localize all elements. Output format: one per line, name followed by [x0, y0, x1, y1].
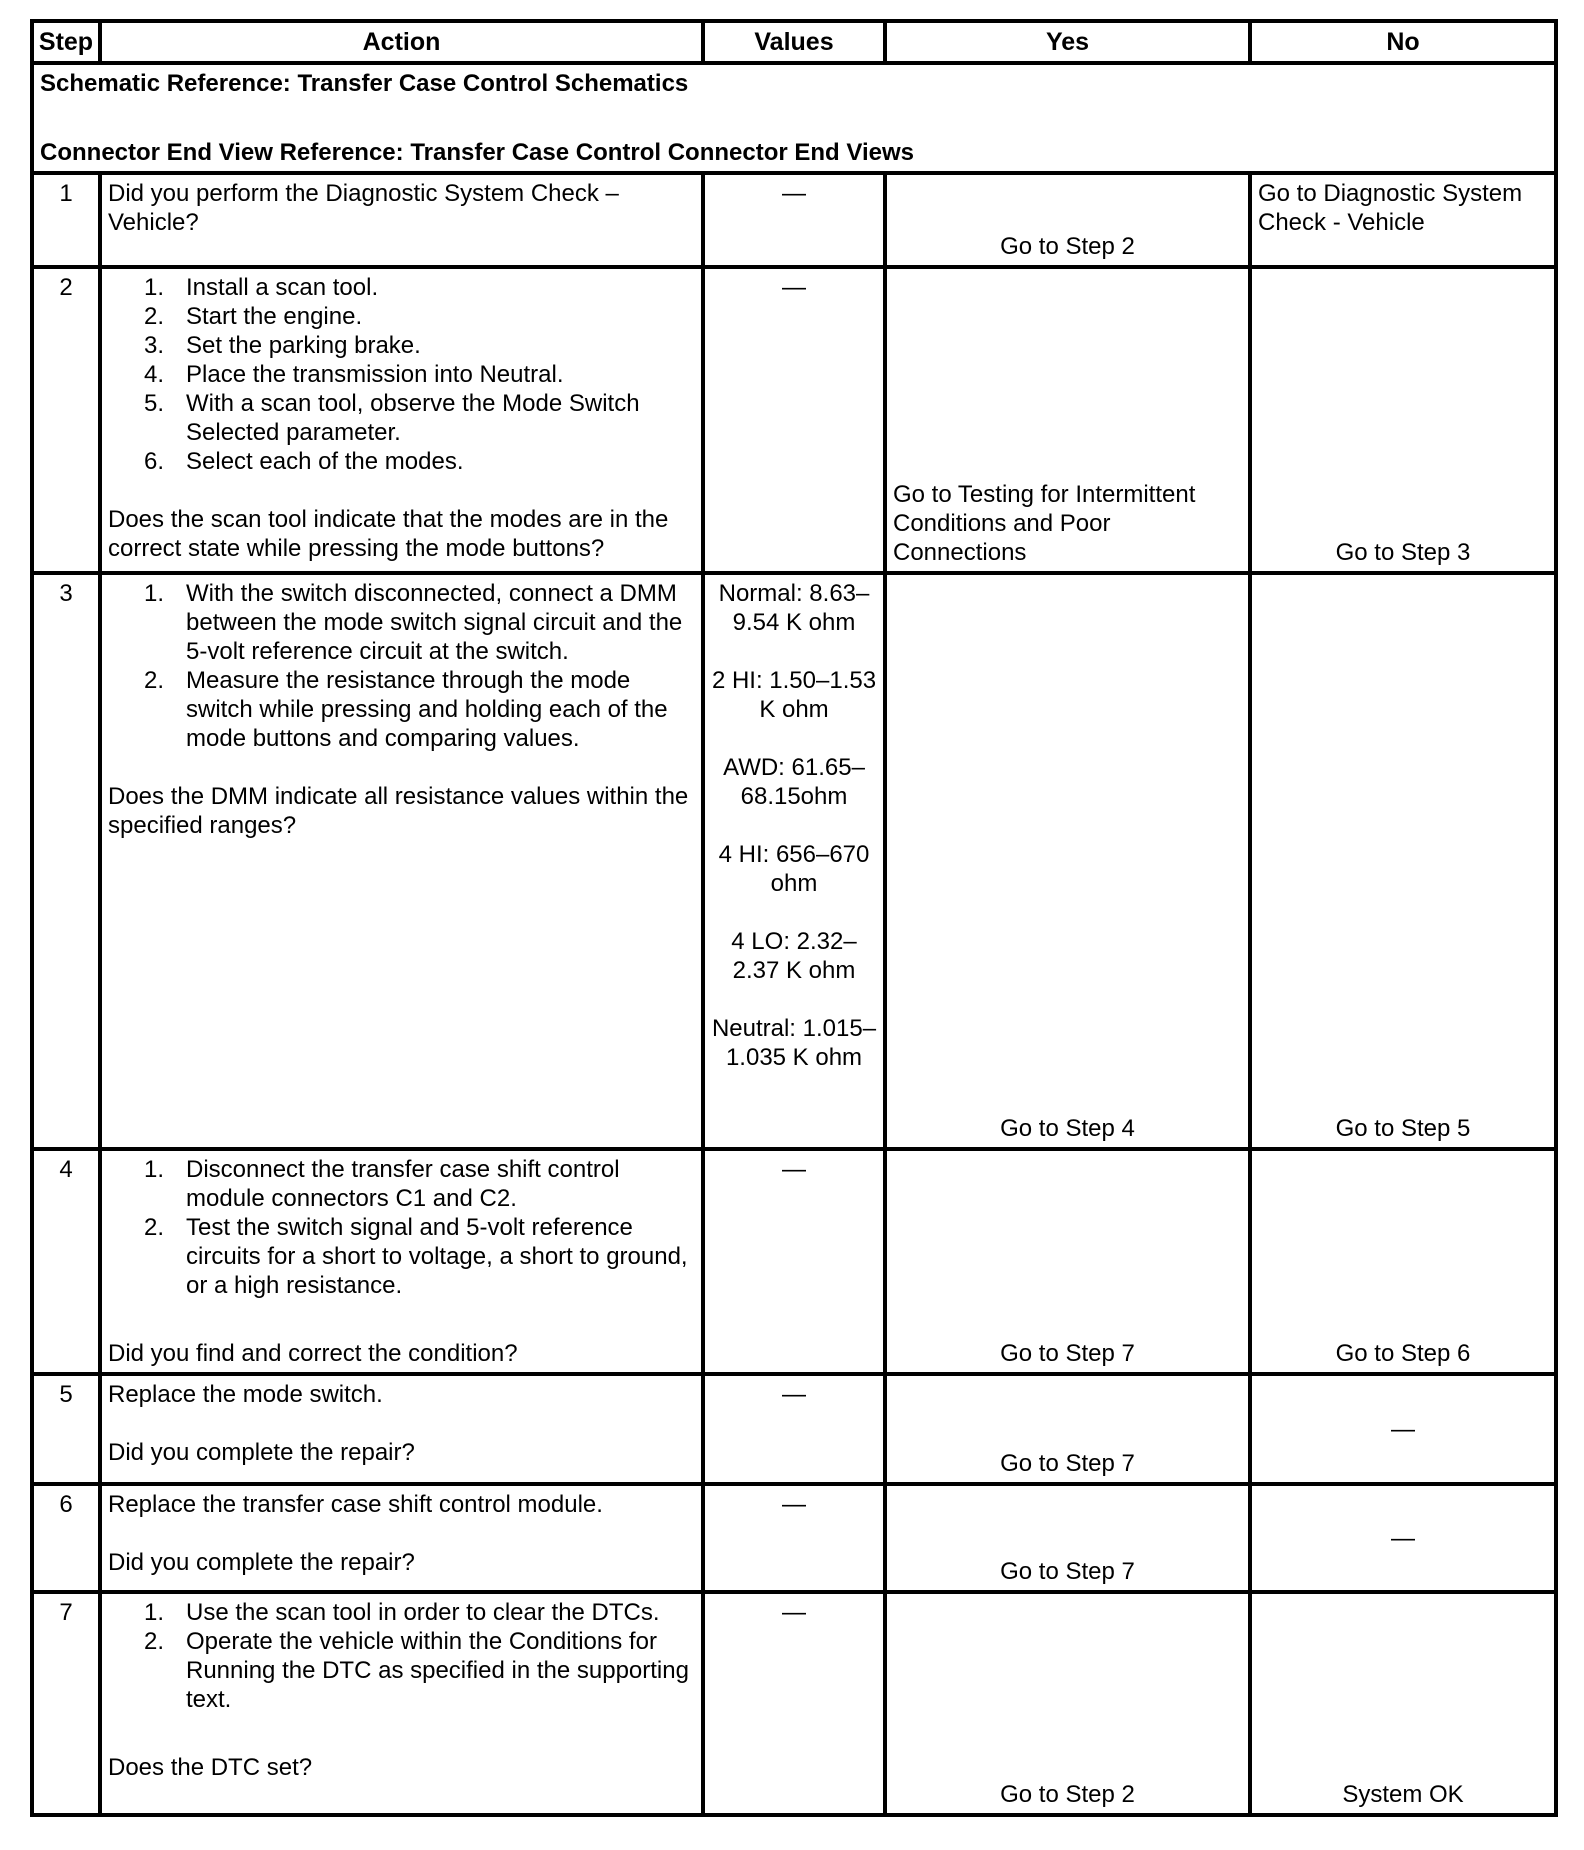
action-question: Did you find and correct the condition?	[108, 1340, 518, 1367]
list-item	[108, 360, 695, 389]
list-item-text: Measure the resistance through the mode switch while pressing and holding each of the mode buttons and comparing values.	[186, 667, 668, 752]
action-cell	[100, 573, 703, 1149]
action-cell	[100, 267, 703, 573]
header-yes: Yes	[885, 21, 1250, 63]
table-row	[32, 1374, 1556, 1484]
table-row	[32, 1149, 1556, 1374]
list-item-text: Set the parking brake.	[186, 332, 421, 359]
yes-text: Go to Step 2	[1000, 233, 1135, 260]
no-cell	[1250, 173, 1556, 267]
step-number: 1	[32, 173, 100, 267]
step-number: 6	[32, 1484, 100, 1592]
list-item-text: Test the switch signal and 5-volt reference circuits for a short to voltage, a short to ground, or a high resistance.	[186, 1214, 688, 1299]
table-row	[32, 267, 1556, 573]
header-no: No	[1250, 21, 1556, 63]
action-question: Does the DTC set?	[108, 1754, 313, 1781]
values-cell: —	[703, 1149, 885, 1374]
action-cell	[100, 173, 703, 267]
list-item-number: 2.	[143, 303, 164, 330]
list-item-text: With the switch disconnected, connect a DMM between the mode switch signal circuit and the 5-volt reference circuit at the switch.	[186, 580, 683, 665]
values-cell: —	[703, 267, 885, 573]
action-question: Does the scan tool indicate that the modes are in the correct state while pressing the mode buttons?	[108, 506, 669, 562]
resistance-value: 4 LO: 2.32–2.37 K ohm	[731, 928, 857, 984]
no-text: Go to Step 3	[1335, 539, 1471, 566]
no-text: Go to Diagnostic System Check - Vehicle	[1258, 180, 1523, 236]
action-cell	[100, 1592, 703, 1815]
yes-cell	[885, 1592, 1250, 1815]
step-number: 4	[32, 1149, 100, 1374]
list-item	[108, 1627, 695, 1714]
list-item	[108, 447, 695, 476]
yes-text: Go to Step 7	[1000, 1340, 1135, 1367]
list-item-number: 1.	[143, 1156, 164, 1183]
resistance-value: AWD: 61.65–68.15ohm	[723, 754, 865, 810]
action-steps-list	[108, 273, 695, 476]
list-item-number: 4.	[143, 361, 164, 388]
action-steps-list	[108, 579, 695, 753]
action-cell	[100, 1149, 703, 1374]
no-cell	[1250, 267, 1556, 573]
reference-cell	[32, 63, 1556, 173]
list-item-number: 5.	[143, 390, 164, 417]
action-text: Did you perform the Diagnostic System Check – Vehicle?	[108, 180, 619, 236]
schematic-reference: Schematic Reference: Transfer Case Control Schematics	[40, 70, 689, 97]
step-number: 2	[32, 267, 100, 573]
values-cell: —	[703, 1374, 885, 1484]
action-cell	[100, 1374, 703, 1484]
connector-reference: Connector End View Reference: Transfer Case Control Connector End Views	[40, 139, 914, 166]
action-steps-list	[108, 1598, 695, 1714]
list-item-text: With a scan tool, observe the Mode Switch Selected parameter.	[186, 390, 640, 446]
list-item-number: 2.	[143, 1214, 164, 1241]
yes-text: Go to Step 7	[1000, 1450, 1135, 1477]
yes-text: Go to Step 2	[1000, 1781, 1135, 1808]
list-item-number: 1.	[143, 274, 164, 301]
table-row	[32, 1592, 1556, 1815]
action-text: Replace the mode switch.	[108, 1381, 383, 1408]
list-item	[108, 273, 695, 302]
yes-text: Go to Step 4	[1000, 1115, 1135, 1142]
values-cell	[703, 573, 885, 1149]
list-item-number: 1.	[143, 580, 164, 607]
list-item-text: Select each of the modes.	[186, 448, 464, 475]
list-item	[108, 1598, 695, 1627]
yes-text: Go to Testing for Intermittent Conditions and Poor Connections	[893, 481, 1196, 566]
list-item	[108, 666, 695, 753]
table-row	[32, 573, 1556, 1149]
no-text: System OK	[1342, 1781, 1464, 1808]
table-row	[32, 173, 1556, 267]
list-item-number: 1.	[143, 1599, 164, 1626]
values-cell: —	[703, 173, 885, 267]
table-row	[32, 1484, 1556, 1592]
list-item-text: Install a scan tool.	[186, 274, 379, 301]
diagnostic-table	[30, 19, 1558, 1817]
list-item	[108, 579, 695, 666]
step-number: 7	[32, 1592, 100, 1815]
no-text: Go to Step 5	[1335, 1115, 1471, 1142]
list-item-number: 3.	[143, 332, 164, 359]
yes-cell	[885, 1149, 1250, 1374]
action-cell	[100, 1484, 703, 1592]
header-action: Action	[100, 21, 703, 63]
no-cell: —	[1250, 1484, 1556, 1592]
list-item-text: Operate the vehicle within the Conditions for Running the DTC as specified in the supporting text.	[186, 1628, 689, 1713]
header-row	[32, 21, 1556, 63]
list-item	[108, 302, 695, 331]
list-item-number: 2.	[143, 667, 164, 694]
action-text: Replace the transfer case shift control module.	[108, 1491, 603, 1518]
list-item-text: Place the transmission into Neutral.	[186, 361, 564, 388]
values-cell: —	[703, 1592, 885, 1815]
resistance-value: Neutral: 1.015–1.035 K ohm	[711, 1015, 877, 1071]
resistance-value: 4 HI: 656–670 ohm	[718, 841, 870, 897]
diagnostic-table-wrapper	[30, 19, 1554, 1817]
list-item-number: 6.	[143, 448, 164, 475]
no-cell	[1250, 1149, 1556, 1374]
list-item-text: Start the engine.	[186, 303, 363, 330]
reference-row	[32, 63, 1556, 173]
list-item-number: 2.	[143, 1628, 164, 1655]
action-question: Did you complete the repair?	[108, 1439, 415, 1466]
action-question: Does the DMM indicate all resistance values within the specified ranges?	[108, 783, 689, 839]
no-text: Go to Step 6	[1335, 1340, 1471, 1367]
list-item	[108, 1155, 695, 1213]
resistance-value: 2 HI: 1.50–1.53 K ohm	[711, 667, 877, 723]
no-cell	[1250, 1592, 1556, 1815]
resistance-value: Normal: 8.63–9.54 K ohm	[718, 580, 870, 636]
yes-text: Go to Step 7	[1000, 1558, 1135, 1585]
values-cell: —	[703, 1484, 885, 1592]
list-item	[108, 331, 695, 360]
yes-cell	[885, 173, 1250, 267]
no-cell	[1250, 573, 1556, 1149]
step-number: 3	[32, 573, 100, 1149]
list-item	[108, 1213, 695, 1300]
list-item-text: Use the scan tool in order to clear the DTCs.	[186, 1599, 660, 1626]
action-question: Did you complete the repair?	[108, 1549, 415, 1576]
header-values: Values	[703, 21, 885, 63]
list-item	[108, 389, 695, 447]
list-item-text: Disconnect the transfer case shift control module connectors C1 and C2.	[186, 1156, 620, 1212]
yes-cell	[885, 267, 1250, 573]
yes-cell	[885, 1484, 1250, 1592]
step-number: 5	[32, 1374, 100, 1484]
header-step: Step	[32, 21, 100, 63]
yes-cell	[885, 1374, 1250, 1484]
no-cell: —	[1250, 1374, 1556, 1484]
action-steps-list	[108, 1155, 695, 1300]
yes-cell	[885, 573, 1250, 1149]
